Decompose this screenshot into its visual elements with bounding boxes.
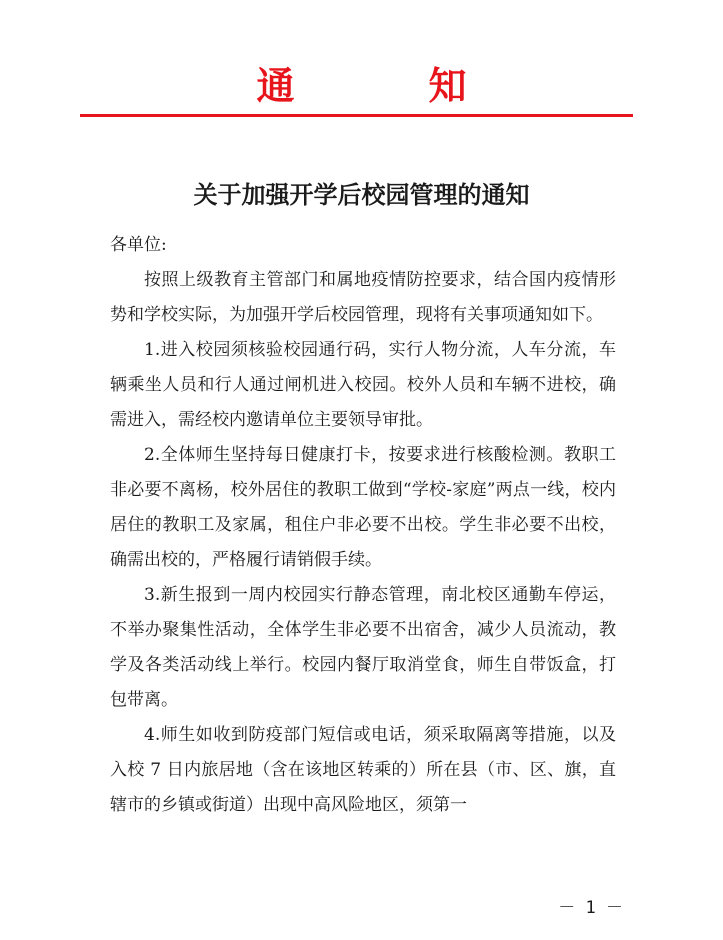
salutation: 各单位: <box>110 235 167 255</box>
document-title: 关于加强开学后校园管理的通知 <box>193 180 530 209</box>
item-paragraph-2: 2.全体师生坚持每日健康打卡，按要求进行核酸检测。教职工非必要不离杨，校外居住的教职工做到“学校-家庭”两点一线，校内居住的教职工及家属，租住户非必要不出校。学生非必要不出校，确需出校的，严格履行请销假手续。 <box>110 445 616 570</box>
notice-banner: 通 知 <box>256 64 515 108</box>
item-paragraph-3: 3.新生报到一周内校园实行静态管理，南北校区通勤车停运，不举办聚集性活动，全体学生非必要不出宿舍，减少人员流动，教学及各类活动线上举行。校园内餐厅取消堂食，师生自带饭盒，打包带离。 <box>110 585 616 710</box>
red-divider-rule <box>80 114 633 117</box>
intro-paragraph: 按照上级教育主管部门和属地疫情防控要求，结合国内疫情形势和学校实际，为加强开学后校园管理，现将有关事项通知如下。 <box>110 270 616 325</box>
page-number: － 1 － <box>558 898 623 918</box>
item-paragraph-4: 4.师生如收到防疫部门短信或电话，须采取隔离等措施，以及入校 7 日内旅居地（含在该地区转乘的）所在县（市、区、旗，直辖市的乡镇或街道）出现中高风险地区，须第一 <box>110 725 616 815</box>
item-paragraph-1: 1.进入校园须核验校园通行码，实行人物分流，人车分流，车辆乘坐人员和行人通过闸机进入校园。校外人员和车辆不进校，确需进入，需经校内邀请单位主要领导审批。 <box>110 340 616 430</box>
document-body <box>110 228 616 823</box>
